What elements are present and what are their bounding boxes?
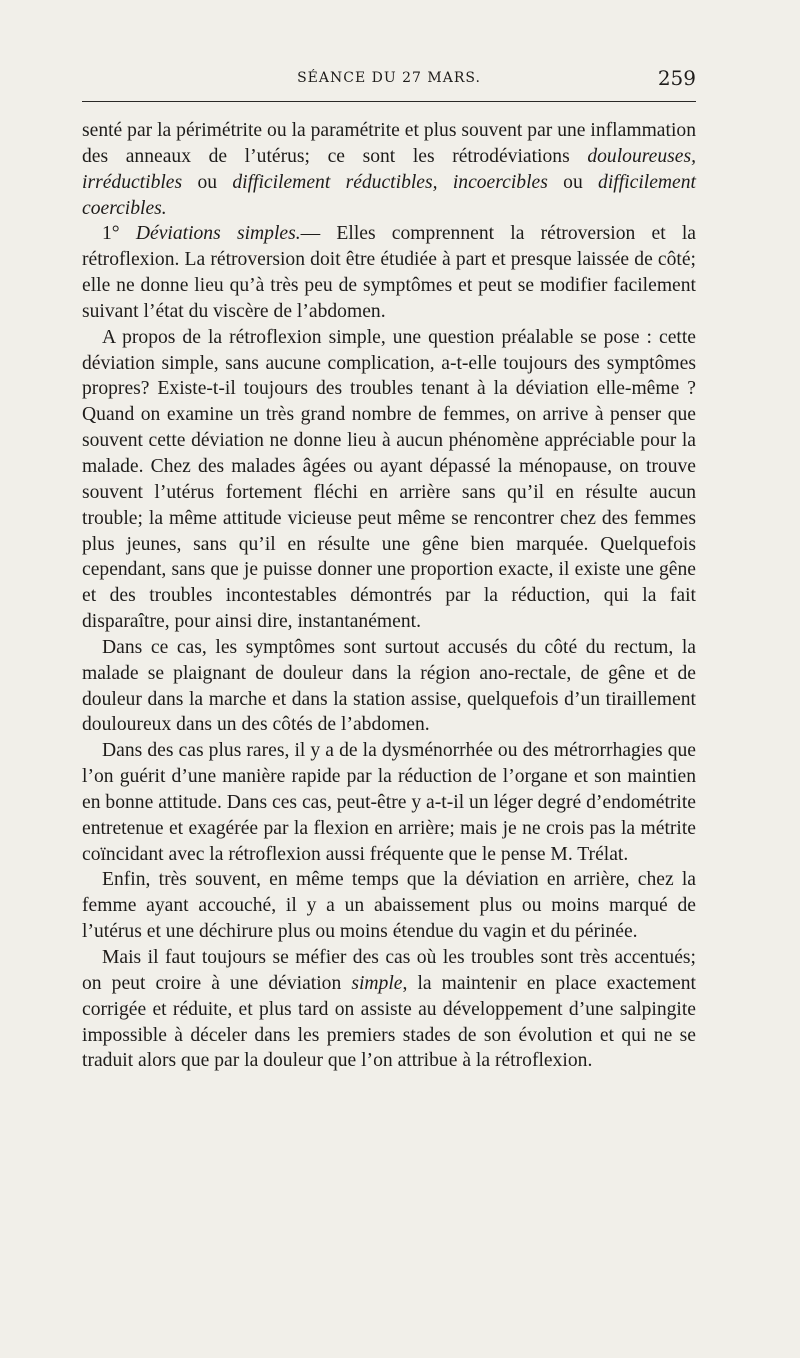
italic-run: douloureuses, irréductibles	[82, 145, 696, 193]
text-run: 1°	[102, 223, 136, 245]
italic-run: difficilement coercibles.	[82, 171, 696, 219]
text-run: Dans des cas plus rares, il y a de la dysménorrhée ou des métrorrhagies que l’on guérit d’une manière rapide par la réduction de l’organe et son maintien en bonne attitude. Dans ces cas, peut-être y a-t-il un léger degré d’endométrite entretenue et exagérée par la flexion en arrière; mais je ne crois pas la métrite coïncidant avec la rétroflexion aussi fréquente que le pense M. Trélat.	[82, 740, 696, 865]
running-title: SÉANCE DU 27 MARS.	[297, 70, 481, 86]
italic-run: simple	[351, 972, 403, 994]
paragraph	[82, 867, 696, 945]
paragraph	[82, 325, 696, 635]
text-run: Dans ce cas, les symptômes sont surtout accusés du côté du rectum, la malade se plaignant de douleur dans la région ano-rectale, de gêne et de douleur dans la marche et dans la station assise, quelquefois d’un tiraillement douloureux dans un des côtés de l’abdomen.	[82, 636, 696, 736]
paragraph	[82, 221, 696, 324]
paragraph	[82, 118, 696, 221]
text-run: ou	[547, 171, 599, 193]
text-run: A propos de la rétroflexion simple, une question préalable se pose : cette déviation simple, sans aucune complication, a-t-elle toujours des symptômes propres? Existe-t-il toujours des troubles tenant à la déviation elle-même ? Quand on examine un très grand nombre de femmes, on arrive à penser que souvent cette déviation ne donne lieu à aucun phénomène appréciable pour la malade. Chez des malades âgées ou ayant dépassé la ménopause, on trouve souvent l’utérus fortement fléchi en arrière sans qu’il en résulte aucun trouble; la même attitude vicieuse peut même se rencontrer chez des femmes plus jeunes, sans qu’il en résulte une gêne bien marquée. Quelquefois cependant, sans que je puisse donner une proportion exacte, il existe une gêne et des troubles incontestables démontrés par la réduction, qui la fait disparaître, pour ainsi dire, instantanément.	[82, 326, 696, 633]
header-rule	[82, 101, 696, 102]
italic-run: Déviations simples.	[135, 223, 301, 245]
page-header	[82, 66, 696, 98]
page-number: 259	[657, 66, 696, 90]
paragraph	[82, 738, 696, 867]
paragraph	[82, 945, 696, 1074]
text-run: — Elles comprennent la rétroversion et la rétroflexion. La rétroversion doit être étudiée à part et presque laissée de côté; elle ne donne lieu qu’à très peu de symptômes et peut se modifier facilement suivant l’état du viscère de l’abdomen.	[82, 223, 696, 322]
text-run: senté par la périmétrite ou la paramétrite et plus souvent par une inflammation des anneaux de l’utérus; ce sont les rétrodéviations	[82, 120, 696, 167]
italic-run: difficilement réductibles, incoercibles	[232, 171, 548, 193]
text-run: Mais il faut toujours se méfier des cas où les troubles sont très accentués; on peut croire à une déviation	[82, 947, 696, 994]
text-run: , la maintenir en place exactement corrigée et réduite, et plus tard on assiste au développement d’une salpingite impossible à déceler dans les premiers stades de son évolution et qui ne se traduit alors que par la douleur que l’on attribue à la rétroflexion.	[82, 972, 696, 1072]
text-run: ou	[182, 171, 233, 193]
text-run: Enfin, très souvent, en même temps que la déviation en arrière, chez la femme ayant accouché, il y a un abaissement plus ou moins marqué de l’utérus et une déchirure plus ou moins étendue du vagin et du périnée.	[82, 869, 696, 943]
paragraph	[82, 635, 696, 738]
body-text	[82, 118, 696, 1074]
